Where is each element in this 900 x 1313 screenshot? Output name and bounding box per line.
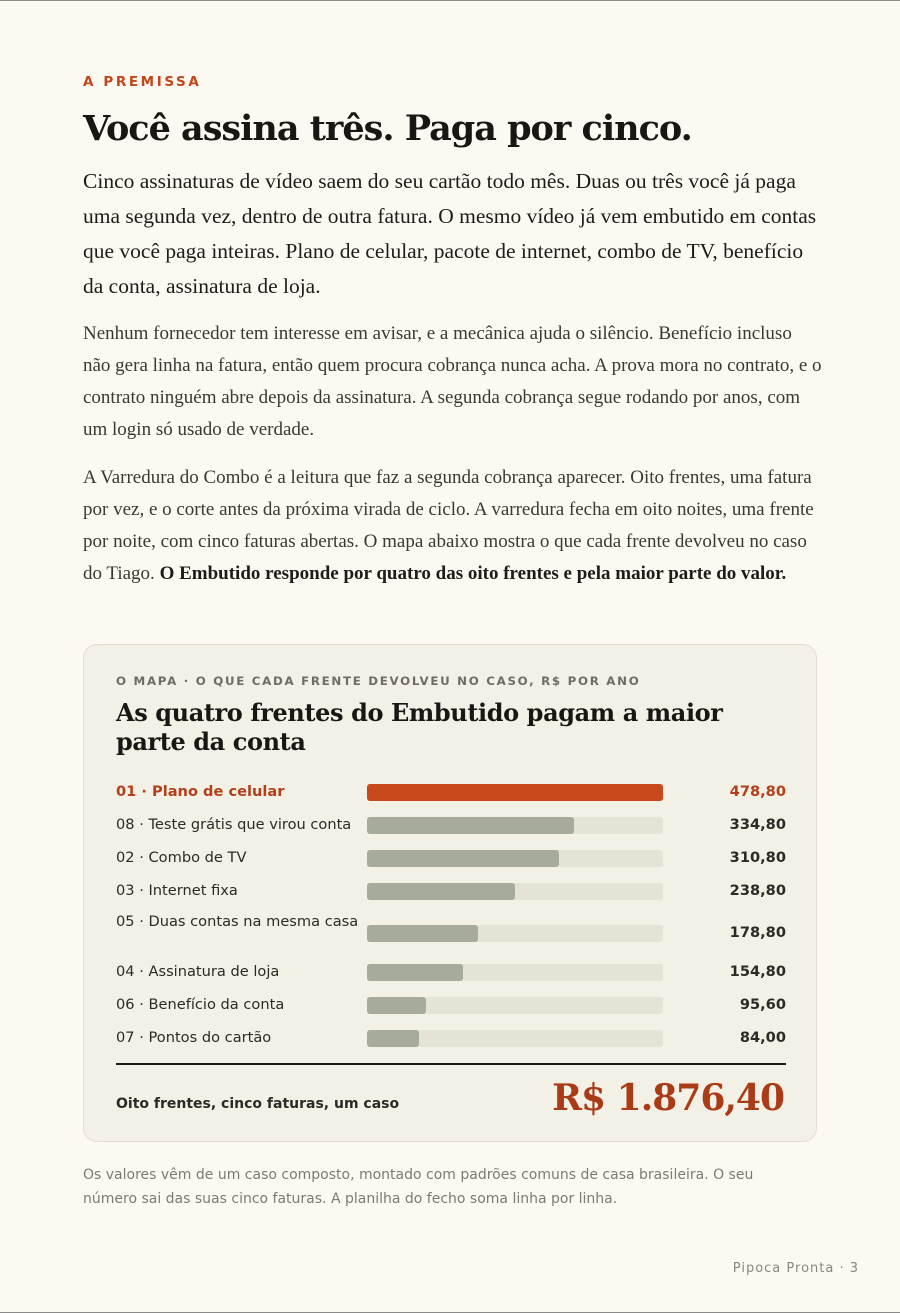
bar-track bbox=[367, 784, 663, 801]
body-paragraph-2: Nenhum fornecedor tem interesse em avisar, e a mecânica ajuda o silêncio. Benefício incluso não gera linha na fatura, então quem procura cobrança nunca acha. A prova mora no contrato, e o contrato ninguém abre depois da assinatura. A segunda cobrança segue rodando por anos, com um login só usado de verdade. bbox=[83, 323, 822, 440]
body-paragraph-3-emphasis: O Embutido responde por quatro das oito frentes e pela maior parte do valor. bbox=[159, 563, 787, 584]
bar-fill bbox=[367, 850, 559, 867]
bar-label: 08 · Teste grátis que virou conta bbox=[116, 816, 352, 833]
bar-track bbox=[367, 850, 663, 867]
bar-label: 01 · Plano de celular bbox=[116, 783, 285, 800]
bar-value: 310,80 bbox=[729, 848, 786, 866]
body-paragraph-3 bbox=[83, 462, 823, 590]
bar-label: 06 · Benefício da conta bbox=[116, 996, 285, 1013]
bar-label: 07 · Pontos do cartão bbox=[116, 1029, 272, 1046]
footnote: Os valores vêm de um caso composto, montado com padrões comuns de casa brasileira. O seu número sai das suas cinco faturas. A planilha do fecho soma linha por linha. bbox=[83, 1167, 754, 1207]
total-label: Oito frentes, cinco faturas, um caso bbox=[116, 1096, 400, 1112]
bar-track bbox=[367, 883, 663, 900]
bar-fill bbox=[367, 964, 463, 981]
bar-track bbox=[367, 817, 663, 834]
map-eyebrow: O MAPA · O QUE CADA FRENTE DEVOLVEU NO CASO, R$ POR ANO bbox=[116, 674, 641, 688]
bar-label: 04 · Assinatura de loja bbox=[116, 963, 280, 980]
map-title: As quatro frentes do Embutido pagam a maior parte da conta bbox=[116, 698, 723, 756]
bar-fill bbox=[367, 1030, 419, 1047]
page-folio: Pipoca Pronta · 3 bbox=[732, 1261, 859, 1276]
bar-track bbox=[367, 925, 663, 942]
bar-fill bbox=[367, 883, 515, 900]
lead-paragraph: Cinco assinaturas de vídeo saem do seu cartão todo mês. Duas ou três você já paga uma segunda vez, dentro de outra fatura. O mesmo vídeo já vem embutido em contas que você paga inteiras. Plano de celular, pacote de internet, combo de TV, benefício da conta, assinatura de loja. bbox=[83, 169, 817, 298]
bar-row bbox=[116, 846, 786, 870]
bar-fill bbox=[367, 997, 426, 1014]
bar-label: 03 · Internet fixa bbox=[116, 882, 238, 899]
bar-value: 84,00 bbox=[739, 1028, 786, 1046]
bar-value: 95,60 bbox=[739, 995, 786, 1013]
bar-row bbox=[116, 813, 786, 837]
total-divider bbox=[116, 1063, 786, 1065]
bar-label: 02 · Combo de TV bbox=[116, 849, 247, 866]
bar-value: 154,80 bbox=[729, 962, 786, 980]
bar-track bbox=[367, 1030, 663, 1047]
bar-value: 478,80 bbox=[729, 782, 786, 800]
bar-row bbox=[116, 960, 786, 984]
bar-fill bbox=[367, 784, 663, 801]
bar-row bbox=[116, 780, 786, 804]
total-value: R$ 1.876,40 bbox=[552, 1077, 784, 1119]
bar-label: 05 · Duas contas na mesma casa bbox=[116, 913, 359, 930]
page-title: Você assina três. Paga por cinco. bbox=[83, 108, 692, 149]
bar-row bbox=[116, 993, 786, 1017]
body-paragraph-3-text: A Varredura do Combo é a leitura que faz a segunda cobrança aparecer. Oito frentes, uma fatura por vez, e o corte antes da próxima virada de ciclo. A varredura fecha em oito noites, uma frente por noite, com cinco faturas abertas. O mapa abaixo mostra o que cada frente devolveu no caso do Tiago. bbox=[83, 467, 814, 584]
bar-value: 178,80 bbox=[729, 923, 786, 941]
bar-fill bbox=[367, 817, 574, 834]
bar-value: 238,80 bbox=[729, 881, 786, 899]
section-eyebrow: A PREMISSA bbox=[83, 74, 202, 90]
bar-row bbox=[116, 879, 786, 903]
bar-row bbox=[116, 1026, 786, 1050]
bar-value: 334,80 bbox=[729, 815, 786, 833]
bar-track bbox=[367, 997, 663, 1014]
bar-track bbox=[367, 964, 663, 981]
bar-fill bbox=[367, 925, 478, 942]
bar-row bbox=[116, 912, 786, 954]
map-card bbox=[83, 644, 817, 1142]
